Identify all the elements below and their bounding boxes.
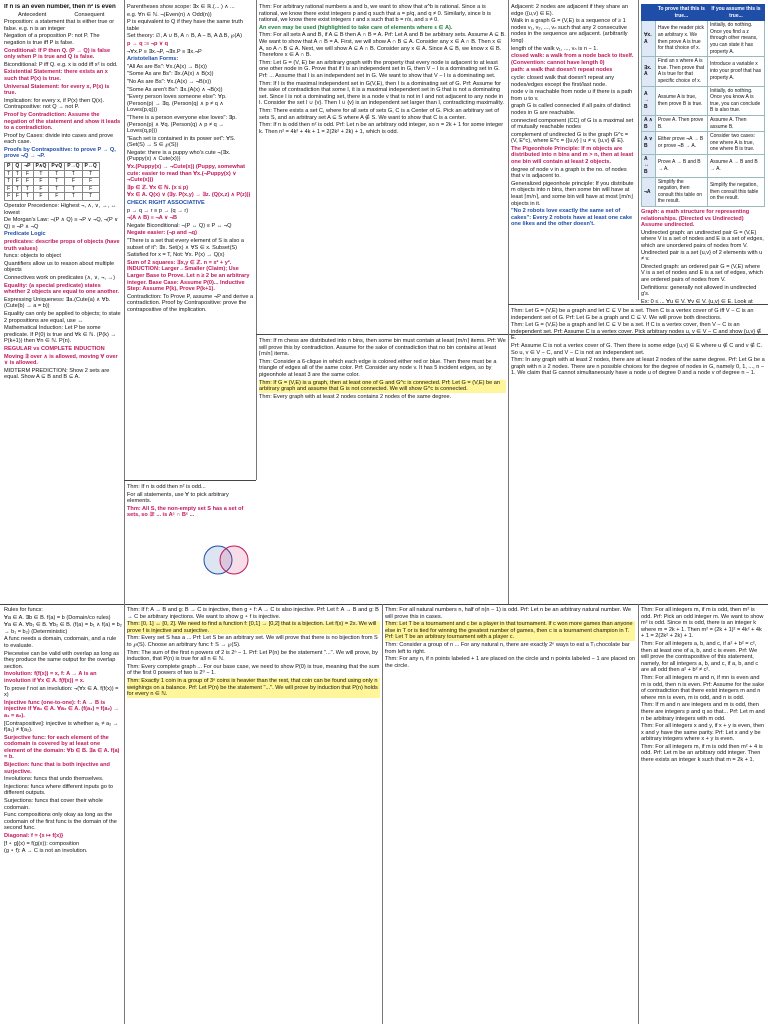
col5-top bbox=[641, 4, 765, 304]
c4-def-4: path: a walk that doesn't repeat nodes bbox=[511, 67, 613, 74]
bm-para-0: Thm: If f: A → B and g: B → C is injective, then g ∘ f: A → C is also injective. Prf: Let f: A → B and g: B → C be arbitrary injections. We want to show g ∘ f is injective. bbox=[127, 607, 379, 620]
mc-para-1: Thm: Consider a 6-clique in which each edge is colored either red or blue. Then there must be a triangle of edges all of the same color. Prf: Consider any node v. It has 5 incident edges, so by pigeonhole at least 3 are the same color. bbox=[259, 358, 497, 378]
c2-line-6: Aristotelian Forms: bbox=[127, 56, 179, 63]
table-row: ∃x. A Find an x where A is true. Then prove that A is true for that specific choice of x. Introduce a variable x into your proof that has property A. bbox=[642, 57, 765, 86]
c4-def-2: length of the walk v₁, ..., vₙ is n − 1. bbox=[511, 45, 598, 52]
c1b-line-11: REGULAR vs COMPLETE INDUCTION bbox=[4, 345, 105, 352]
c2-line-19: p → q → r ≡ p → (q → r) bbox=[127, 207, 189, 214]
venn-diagram bbox=[200, 540, 252, 584]
bl-line-3: A func needs a domain, codomain, and a rule to evaluate. bbox=[4, 636, 117, 649]
c2-line-10: "Some As aren't Bs": ∃x.(A(x) ∧ ¬B(x)) bbox=[127, 86, 223, 93]
br2-para-4: Thm: For all integers x and y, if x + y is even, then x and y have the same parity. Prf: Let x and y be arbitrary integers where x + y is even. bbox=[641, 723, 765, 743]
divider bbox=[0, 604, 768, 605]
c2-line-15: ∀x.(Puppy(x) → ¬Cute(x)) (Puppy, somewhat cute: easier to read than ∀x.(¬Puppy(x) ∨ ¬Cute(x))) bbox=[127, 164, 245, 184]
mr-para-1: Thm: Let G = (V,E) be a graph and let C ⊆ V be a set. If C is a vertex cover, then V − C is an independent set. Prf: Assume C is a vertex cover. Pick arbitrary nodes u, v ∈ V − C and show {u,v} ∉ E. bbox=[511, 322, 762, 342]
c3-para-3: Thm: Let G = (V, E) be an arbitrary graph with the property that every node is adjacent to at least one other node in G. Prove that if I is an independent set in G, then V − I is a dominating set in G. Prf: ... Assume that I is an independent set in G. We want to show that V − I is a dominating set. bbox=[259, 59, 500, 79]
c1b-line-6: Connectives work on predicates (∧, ∨, ¬, →) bbox=[4, 274, 115, 281]
c2-line-18: CHECK RIGHT ASSOCIATIVE bbox=[127, 200, 205, 207]
c2-line-8: "Some As are Bs": ∃x.(A(x) ∧ B(x)) bbox=[127, 71, 214, 78]
bl-line-4: Piecewise can be valid with overlap as long as they produce the same output for the overlap section. bbox=[4, 650, 120, 670]
bl-line-13: Surjections: funcs that cover their whole codomain. bbox=[4, 798, 103, 811]
br2-para-0: Thm: For all integers m, if m is odd, then m² is odd. Prf: Pick an odd integer m. We want to show m² is odd. Since m is odd, there is an integer k where m = 2k + 1. Then m² = (2k + 1)² = 4k² + 4k + 1 = 2(2k² + 2k) + 1. bbox=[641, 607, 764, 640]
antecedent-label: Antecedent bbox=[18, 11, 47, 18]
bl-line-7: Injective func (one-to-one): f: A → B is injective if ∀a₁ ∈ A. ∀a₂ ∈ A. (f(a₁) = f(a₂) → a₁ = a₂). bbox=[4, 699, 120, 719]
br1-para-0: Thm: For all natural numbers n, half of n(n − 1) is odd. Prf: Let n be an arbitrary natural number. We will prove this in cases. bbox=[385, 607, 631, 620]
table-row: ¬A Simplify the negation, then consult this table on the result. Simplify the negation, then consult this table on the result. bbox=[642, 177, 765, 206]
col2-top bbox=[127, 4, 254, 444]
divider bbox=[638, 0, 639, 300]
mr-para-0: Thm: Let G = (V,E) be a graph and let C ⊆ V be a set. Then C is a vertex cover of G iff V − C is an independent set of G. Prf: Let G be a graph and C ⊆ V. We will prove both directions. bbox=[511, 308, 754, 321]
br2-para-1: Thm: For all integers a, b, and c, if a² + b² = c², then at least one of a, b, and c is even. Prf: We will prove the contrapositive of this statement, namely, for all integers a, b, and c, if a, b, and c are all odd then a² + b² ≠ c². bbox=[641, 640, 759, 674]
col4-top bbox=[511, 4, 636, 304]
bl-line-2: ∀a ∈ A. ∀b₁ ∈ B. ∀b₂ ∈ B. (f(a) = b₁ ∧ f(a) = b₂ → b₁ = b₂) (Deterministic) bbox=[4, 622, 122, 635]
c1b-line-1: De Morgan's Law: ¬(P ∧ Q) ≡ ¬P ∨ ¬Q, ¬(P ∨ Q) ≡ ¬P ∧ ¬Q bbox=[4, 217, 119, 230]
col3-top bbox=[259, 4, 506, 334]
bl-line-0: Rules for funcs: bbox=[4, 607, 43, 613]
bl-line-5: Involution: f(f(x)) = x, f: A → A is an involution if ∀x ∈ A. f(f(x)) = x. bbox=[4, 671, 97, 684]
mr-para-3: Thm: In any graph with at least 2 nodes, there are at least 2 nodes of the same degree. Prf: Let G be a graph with n ≥ 2 nodes. There are n possible choices for the degree of nodes in G, namely 0, 1, ..., n − 1. We claim that G cannot simultaneously have a node u of degree 0 and a node v of degree n − 1. bbox=[511, 357, 765, 377]
divider bbox=[124, 480, 256, 481]
contradiction-note: Contradiction: To Prove P, assume ¬P and derive a contradiction. Proof by Contrapositive: prove the contrapositive of the implication. bbox=[127, 293, 254, 313]
induction-note: Sum of 2 squares: ∃x,y ∈ ℤ. n = x² + y². INDUCTION: Larger→Smaller (Claim); Use Larger Base to Prove. Let n ≥ 2 be an arbitrary integer. Base Case: Assume P(0)... Inductive Step: Assume P(k), Prove P(k+1). bbox=[127, 259, 250, 293]
bm-para-1: Thm: [0, 1] ↔ [0, 2]. We need to find a function f: [0,1] → [0,2] that is a bijection. Let f(x) = 2x. We will prove f is injective and surjective. bbox=[127, 621, 380, 634]
mr-para-2: Prf: Assume C is not a vertex cover of G. Then there is some edge {u,v} ∈ E where u ∉ C and v ∉ C. So u, v ∈ V − C, and V − C is not an independent set. bbox=[511, 342, 763, 356]
bl-line-12: Injections: funcs where different inputs go to different outputs. bbox=[4, 783, 114, 797]
c3-para-2: Thm: For all sets A and B, if A ⊆ B then A ∩ B = A. Prf: Let A and B be arbitrary sets. Assume A ⊆ B. We want to show that A ∩ B = A. First, we will show A ∩ B ⊆ A. Consider any x ∈ A ∩ B. Then x ∈ A, so A ∩ B ⊆ A. Next, we will show A ⊆ A ∩ B. Consider any x ∈ A. Since A ⊆ B, we know x ∈ B. Therefore x ∈ A ∩ B. bbox=[259, 32, 506, 59]
c1-line-4: Existential Statement: there exists an x such that P(x) is true. bbox=[4, 69, 108, 82]
bl-line-6: To prove f not an involution: ¬(∀x ∈ A. f(f(x)) = x) bbox=[4, 685, 119, 699]
bl-line-10: Bijection: func that is both injective and surjective. bbox=[4, 762, 110, 775]
c1b-line-2: Predicate Logic bbox=[4, 231, 46, 238]
table-row: A ↔ B Prove A → B and B → A. Assume A → B and B → A. bbox=[642, 154, 765, 177]
c3-para-1: An even may be used (highlighted to take care of elements where ε ∈ A). bbox=[259, 24, 453, 31]
c2-line-20: ¬(A ∧ B) ≡ ¬A ∨ ¬B bbox=[127, 215, 178, 222]
bl-line-1: ∀a ∈ A. ∃b ∈ B. f(a) = b (Domain/co rules) bbox=[4, 614, 111, 621]
c1b-line-0: Operator Precedence: Highest ¬, ∧, ∨, →, ↔ lowest bbox=[4, 203, 117, 216]
ml-note: For all statements, use ∀ to pick arbitrary elements. bbox=[127, 491, 229, 505]
br1-para-2: Thm: Consider a group of n ... For any natural n, there are exactly 2ⁿ ways to eat a Tᵢ chocolate bar from left to right. bbox=[385, 641, 630, 655]
c2-line-5: ¬∀x.P ≡ ∃x.¬P, ¬∃x.P ≡ ∃x.¬P bbox=[127, 48, 202, 55]
col1-top bbox=[4, 4, 122, 604]
c3-para-5: Thm: There exists a set C, where for all sets of sets G, C is a Center of G. Pick an arbitrary set of sets S, and an arbitrary set A ⊆ S where A ∉ S. We want to show that C is a center. bbox=[259, 107, 499, 121]
c4-def-0: Adjacent: 2 nodes are adjacent if they share an edge ({u,v} ∈ E). bbox=[511, 4, 628, 17]
consequent-label: Consequent bbox=[74, 11, 105, 18]
c4-def-9: complement of undirected G is the graph G^c = (V, E^c), where E^c = {{u,v} | u ≠ v, {u,v} ∉ E}. bbox=[511, 131, 629, 145]
c2-line-22: Negate easier: (¬p and ¬q) bbox=[127, 230, 197, 237]
bottom-right-2 bbox=[641, 607, 765, 1021]
c3-para-4: Thm: If I is the maximal independent set in G(V,E), then I is a dominating set of G. Prf: Assume for the sake of contradiction that some I, it is a maximal independent set in G that is not a dominating set. Since I is not a dominating set, there is a node v that is not in I and not adjacent to any node in I. Consider the set I ∪ {v}. Then I ∪ {v} is an independent set larger than I, contradicting maximality. bbox=[259, 80, 504, 107]
c3-para-0: Thm: For arbitrary rational numbers a and b, we want to show that a^b is rational. Since a is rational, we know there exist integers p and q such that a = p/q, and q ≠ 0. Similarly, since b is rational, we know there exist integers r and s such that b = r/s, and s ≠ 0. bbox=[259, 4, 491, 24]
bm-para-4: Thm: Every complete graph ... For our base case, we need to show P(0) is true, meaning that the sum of the first 0 powers of two is 2⁰ − 1. bbox=[127, 663, 380, 677]
divider bbox=[256, 0, 257, 480]
c2-line-17: ∀x ∈ A. Q(x) ∨ (∃y. P(x,y) → ∃z. (Q(x,z) ∧ P(z))) bbox=[127, 192, 251, 199]
truth-table-row: T T F T T T T bbox=[5, 170, 100, 178]
bottom-mid bbox=[127, 607, 380, 1021]
c1b-line-13: MIDTERM PREDICTION: Show 2 sets are equal. Show A ⊆ B and B ⊆ A. bbox=[4, 367, 110, 381]
c3-para-6: Thm: If n is odd then n² is odd. Prf: Let n be an arbitrary odd integer, so n = 2k + 1 for some integer k. Then n² = 4k² + 4k + 1 = 2(2k² + 2k) + 1, which is odd. bbox=[259, 122, 504, 135]
bl-line-17: (g ∘ f): A → C is not an involution. bbox=[4, 848, 88, 855]
bl-line-9: Surjective func: for each element of the codomain is covered by at least one element of the domain: ∀b ∈ B. ∃a ∈ A. f(a) = b. bbox=[4, 734, 120, 761]
c2-line-23: "There is a set that every element of S is also a subset of it": ∃x. Set(x) ∧ ∀S ∈ x. Subset(S) bbox=[127, 238, 245, 251]
c4-def-6: node v is reachable from node u if there is a path from u to v. bbox=[511, 89, 633, 102]
divider bbox=[508, 0, 509, 330]
mc-para-3: Thm: Every graph with at least 2 nodes contains 2 nodes of the same degree. bbox=[259, 393, 452, 400]
truth-table-row: F T T F T T F bbox=[5, 185, 100, 193]
bottom-left bbox=[4, 607, 122, 1021]
c1b-line-8: Expressing Uniqueness: ∃a.(Cute(a) ∧ ∀b.(Cute(b) → a = b)) bbox=[4, 296, 111, 310]
c1-line-9: Proofs by Contrapositive: to prove P → Q, prove ¬Q → ¬P. bbox=[4, 146, 116, 160]
c1b-line-3: predicates: describe props of objects (have truth values) bbox=[4, 239, 120, 252]
bottom-right-1 bbox=[385, 607, 635, 1021]
ml-pink-note: Thm: All S, the non-empty set S has a set of sets, so ∃! ... is Aᶜ ∩ Bᶜ ... bbox=[127, 505, 244, 519]
c4-def-11: degree of node v in a graph is the no. of nodes that v is adjacent to. bbox=[511, 166, 627, 180]
c2-line-24: Satisfied for x = T, Not: ∀x. P(x) → Q(x) bbox=[127, 252, 225, 259]
table-row: A ∨ B Either prove ¬A → B or prove ¬B → A. Consider two cases: one where A is true, one where B is true. bbox=[642, 132, 765, 155]
table-row: A → B Assume A is true, then prove B is true. Initially, do nothing. Once you know A is true, you can conclude B is also true. bbox=[642, 86, 765, 115]
bl-line-11: Involutions: funcs that undo themselves. bbox=[4, 776, 104, 783]
table-row: A ∧ B Prove A. Then prove B. Assume A. Then assume B. bbox=[642, 115, 765, 131]
divider bbox=[638, 604, 639, 1024]
divider bbox=[508, 304, 509, 604]
mc-para-0: Thm: If m chess are distributed into n bins, then some bin must contain at least ⌈m/n⌉ items. Prf: We will prove this by contradiction. Assume for the sake of contradiction that no bin contains at least ⌈m/n⌉ items. bbox=[259, 338, 506, 358]
bl-line-16: [f ∘ g](x) = f(g(x)): composition bbox=[4, 840, 80, 847]
c2-line-21: Negate Biconditional: ¬(P ↔ Q) ≡ P ↔ ¬Q bbox=[127, 222, 232, 229]
c1b-line-9: Equality can only be applied to objects; to state 2 propositions are equal, use ↔ bbox=[4, 310, 121, 324]
c4-def-3: closed walk: a walk from a node back to itself. (Convention: cannot have length 0) bbox=[511, 53, 634, 66]
mid-center bbox=[259, 338, 506, 600]
ml-para-0: Thm: If n is odd then n² is odd... bbox=[127, 484, 206, 490]
c4-def-10: The Pigeonhole Principle: If m objects are distributed into n bins and m > n, then at least one bin will contain at least 2 objects. bbox=[511, 145, 634, 166]
truth-table-row: F F T F F T T bbox=[5, 193, 100, 201]
br2-para-3: Thm: If m and n are integers and m is odd, then there are integers p and q so that... Prf: Let m and n be arbitrary integers with m odd. bbox=[641, 702, 765, 722]
c1b-line-4: funcs: objects to object bbox=[4, 253, 61, 260]
divider bbox=[508, 304, 768, 305]
truth-table-row: T F F F T F F bbox=[5, 178, 100, 186]
c4-def-8: connected component (CC) of G is a maximal set of mutually reachable nodes bbox=[511, 117, 634, 131]
mc-para-2: Thm: If G = (V,E) is a graph, then at least one of G and G^c is connected. Prf: Let G = (V,E) be an arbitrary graph and assume that G is not connected. We will show G^c is connected. bbox=[259, 380, 506, 393]
bl-line-15: Diagonal: f = {x ↦ f(x)} bbox=[4, 833, 64, 839]
c4-def-13: "No 2 robots love exactly the same set of cakes": Every 2 robots have at least one cake one likes and the other doesn't. bbox=[511, 208, 633, 228]
c4-def-5: cycle: closed walk that doesn't repeat any nodes/edges except the first/last node. bbox=[511, 74, 615, 88]
page-title: If n is an even number, then n² is even bbox=[4, 4, 116, 10]
c2-line-12: "There is a person everyone else loves": ∃p. (Person(p) ∧ ∀q. (Person(q) ∧ p ≠ q → Loves(q,p))) bbox=[127, 114, 237, 135]
divider bbox=[382, 604, 383, 1024]
c1b-line-10: Mathematical Induction: Let P be some predicate. If P(0) is true and ∀k ∈ ℕ. (P(k) → P(k+1)) then ∀n ∈ ℕ. P(n). bbox=[4, 325, 117, 345]
c2-line-9: "No As are Bs": ∀x.(A(x) → ¬B(x)) bbox=[127, 78, 212, 85]
c5-def-4: Ex: 0 ≤ ... ∀u ∈ V. ∀v ∈ V. (u,v) ∈ E. Look at bbox=[641, 298, 753, 304]
c1-line-3: Biconditional: P iff Q. e.g. x is odd iff x² is odd. bbox=[4, 61, 118, 68]
c2-line-16: ∃p ∈ ℤ. ∀x ∈ ℕ. (x ≤ p) bbox=[127, 184, 189, 191]
mid-right bbox=[511, 308, 765, 600]
bm-para-5: Thm: Exactly 1 coin in a group of 3ⁿ coins is heavier than the rest, that coin can be found using only n weighings on a balance. Prf: Let P(n) be the statement "...". We will prove by induction that P(n) holds for every n ∈ ℕ. bbox=[127, 678, 380, 698]
c5-def-2: Directed graph: an ordered pair G = (V,E) where V is a set of nodes and E is a set of edges, which are ordered pairs of nodes from V. bbox=[641, 263, 763, 283]
c2-line-14: Negate: there is a puppy who's cute ¬(∃x. (Puppy(x) ∧ Cute(x))) bbox=[127, 149, 231, 163]
c1-line-6: Implication: for every x, if P(x) then Q(x). Contrapositive: not Q → not P. bbox=[4, 97, 105, 111]
c2-line-11: "Every person loves someone else": ∀p. (Person(p) → ∃q. (Person(q) ∧ p ≠ q ∧ Loves(p,q))) bbox=[127, 94, 227, 114]
c2-line-0: Parentheses show scope: ∃x ∈ ℝ.(... ) ∧ ... bbox=[127, 4, 235, 10]
c4-def-7: graph G is called connected if all pairs of distinct nodes in G are reachable. bbox=[511, 103, 631, 116]
proof-strategy-table: To prove that this is true... If you assume this is true... ∀x. A Have the reader pick an arbitrary x. We then prove A is true for that choice of x. Initially, do nothing. Once you find a z through other means, you can state it has property A. ∃x. A Find an x where A is true. Then prove that A is true for that specific choice of x. Introduce a variable x into your proof that has property A. A → B Assume A is true, then prove B is true. Initially, do nothing. Once you know A is true, you can conclude B is also true. A ∧ B Prove A. Then prove B. Assume A. Then assume B. A ∨ B Either prove ¬A → B or prove ¬B → A. Consider two cases: one where A is true, one where B is true. A ↔ B Prove A → B and B → A. Assume A → B and B → A. ¬A Simplify the negation, then consult this table on the result. Simplify the negation, then consult this table on the result. bbox=[641, 4, 765, 207]
c5-def-0: Graph: a math structure for representing relationships. (Directed vs Undirected) Assume undirected. bbox=[641, 209, 750, 229]
br2-para-2: Thm: For all integers m and n, if mn is even and m is odd, then n is even. Prf: Assume for the sake of contradiction that there exist integers m and n where mn is even, m is odd, and n is odd. bbox=[641, 674, 765, 701]
c2-line-13: "Each set is contained in its power set": ∀S. (Set(S) → S ∈ ℘(S)) bbox=[127, 135, 236, 149]
truth-table bbox=[4, 162, 100, 201]
c1-line-5: Universal Statement: for every x, P(x) is true. bbox=[4, 83, 110, 97]
c1b-line-5: Quantifiers allow us to reason about multiple objects bbox=[4, 260, 115, 274]
table-row: ∀x. A Have the reader pick an arbitrary x. We then prove A is true for that choice of x. Initially, do nothing. Once you find a z through other means, you can state it has property A. bbox=[642, 21, 765, 57]
br1-para-1: Thm: Let T be a tournament and c be a player in that tournament. If c won more games than anyone else in T or is tied for winning the greatest number of games, then c is a tournament champion in T. Prf: Let T be an arbitrary tournament with a player c. bbox=[385, 621, 635, 641]
c1b-line-7: Equality: (a special predicate) states whether 2 objects are equal to one another. bbox=[4, 282, 120, 296]
divider bbox=[124, 0, 125, 604]
c4-def-12: Generalized pigeonhole principle: If you distribute m objects into n bins, then some bin will have at least ⌈m/n⌉, and some bin will have at most ⌊m/n⌋ objects in it. bbox=[511, 180, 634, 207]
br2-para-5: Thm: For all integers m, if m is odd then m² + 4 is odd. Prf: Let m be an arbitrary odd integer. Then there exists an integer k such that m = 2k + 1. bbox=[641, 743, 763, 764]
bm-para-2: Thm: Every set S has a ... Prf: Let S be an arbitrary set. We will prove that there is no bijection from S to ℘(S). Choose an arbitrary func f: S → ℘(S). bbox=[127, 635, 378, 648]
c2-line-7: "All As are Bs": ∀x.(A(x) → B(x)) bbox=[127, 63, 207, 70]
c5-def-3: Definitions: generally not allowed in undirected g's. bbox=[641, 284, 757, 298]
bm-para-3: Thm: The sum of the first n powers of 2 is 2ⁿ − 1. Prf: Let P(n) be the statement "...". We will prove, by induction, that P(n) is true for all n ∈ ℕ. bbox=[127, 649, 378, 663]
divider bbox=[124, 604, 125, 1024]
c4-def-1: Walk in a graph G = (V,E) is a sequence of ≥ 1 nodes v₁, v₂, ..., vₙ such that any 2 consecutive nodes in the sequence are adjacent. (arbitrarily long) bbox=[511, 18, 628, 44]
c2-line-1: e.g. ∀n ∈ ℕ. ¬(Even(n) ∧ Odd(n)) bbox=[127, 11, 212, 18]
c2-line-2: P is equivalent to Q if they have the same truth table bbox=[127, 19, 243, 32]
bl-line-8: [Contrapositive]: injective is whether a₁ ≠ a₂ → f(a₁) ≠ f(a₂). bbox=[4, 720, 119, 734]
truth-table-header: P Q ¬P P∧Q P∨Q P→Q P↔Q bbox=[5, 163, 100, 171]
c5-def-1: Undirected graph: an undirected pair G = (V,E) where V is a set of nodes and E is a set of edges, which are unordered pairs of nodes from V. Undirected pair is a set {u,v} of 2 elements with u ≠ v. bbox=[641, 229, 764, 263]
c1-line-8: Proof by Cases: divide into cases and prove each case. bbox=[4, 132, 114, 146]
bl-line-14: Func compositions only okay as long as the codomain of the first func is the domain of the second func. bbox=[4, 812, 117, 832]
c1-line-1: Negation of a proposition P: not P. The negation is true iff P is false. bbox=[4, 33, 100, 46]
br1-para-3: Thm: For any n, if n points labeled + 1 are placed on the circle and n points labeled − 1 are placed on the circle. bbox=[385, 656, 635, 669]
c1-line-2: Conditional: If P then Q. (P → Q) is false only when P is true and Q is false. bbox=[4, 47, 111, 61]
c1-line-7: Proof by Contradiction: Assume the negation of the statement and show it leads to a contradiction. bbox=[4, 111, 121, 132]
c2-line-4: p → q :≡ ¬p ∨ q bbox=[127, 40, 169, 47]
c1-line-0: Proposition: a statement that is either true or false. e.g. n is an integer bbox=[4, 19, 115, 32]
c1b-line-12: Moving ∃ over ∧ is allowed, moving ∀ over ∨ is allowed. bbox=[4, 353, 118, 367]
c2-line-3: Set theory: ∅, A ∪ B, A ∩ B, A − B, A Δ B, ℘(A) bbox=[127, 33, 242, 40]
